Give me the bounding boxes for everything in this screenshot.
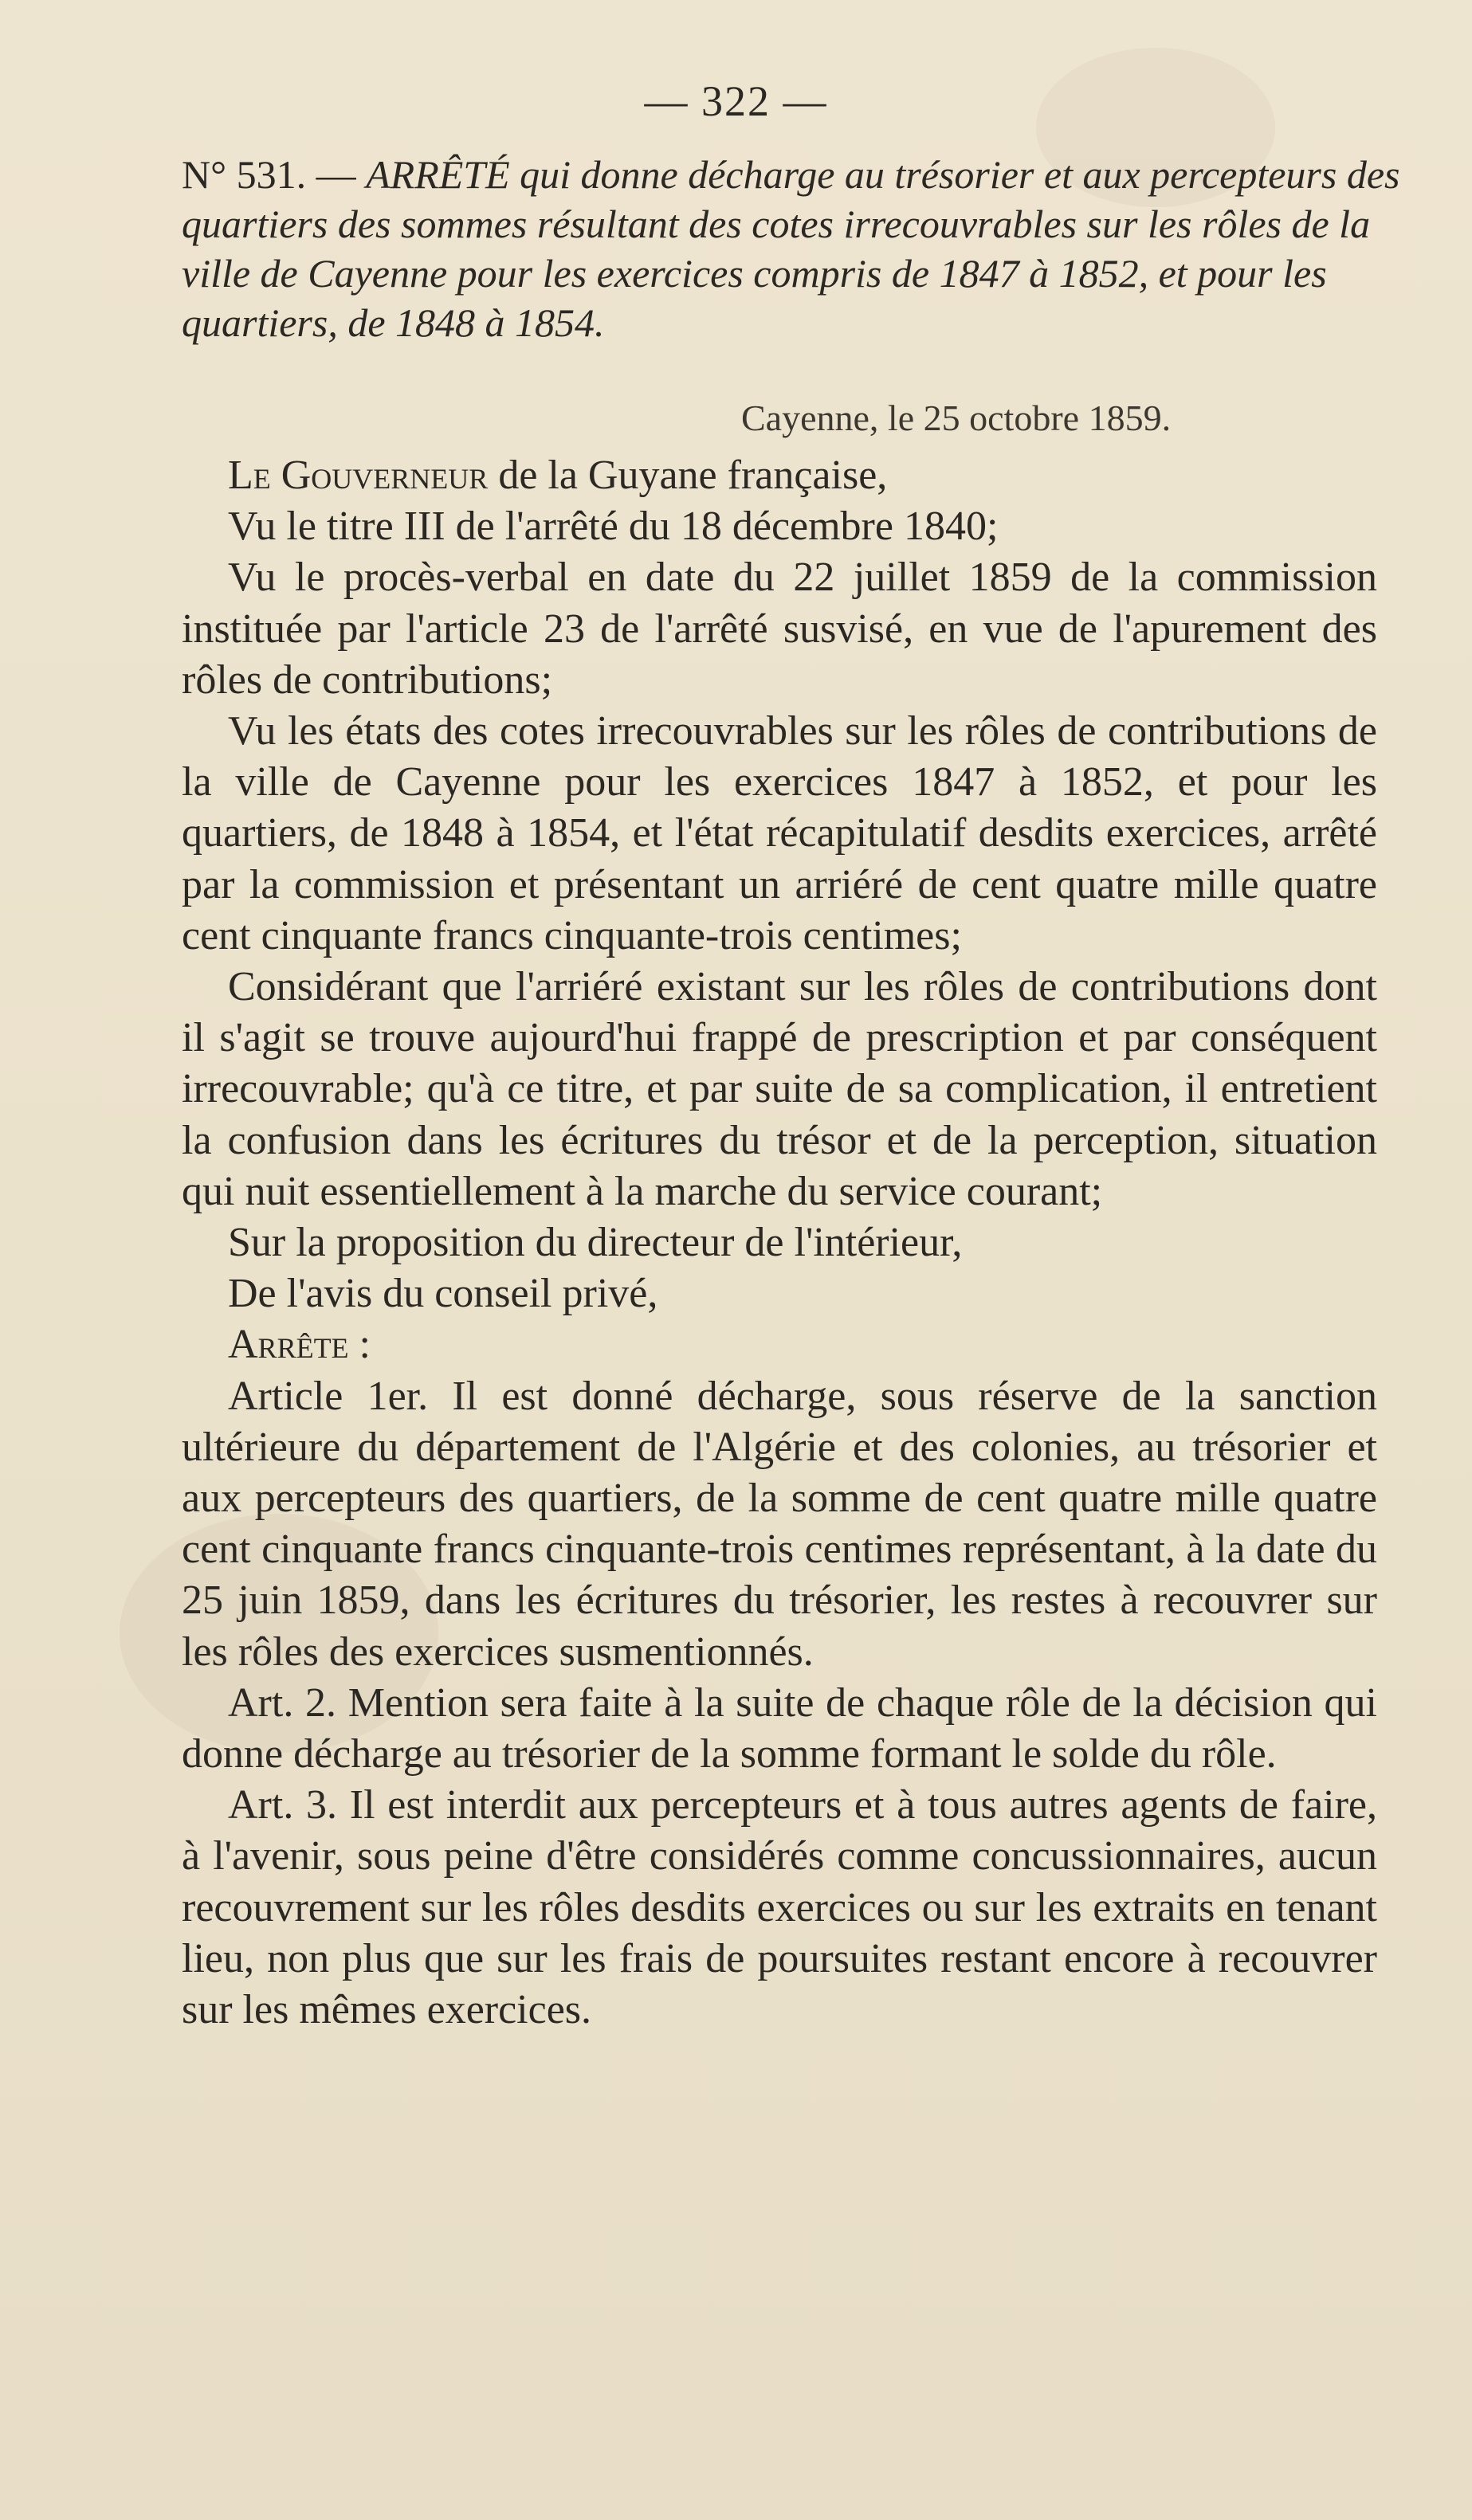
paragraph-arrete: Arrête : [228, 1322, 371, 1368]
paragraph-visa-3: Vu les états des cotes irrecouvrables sur les rôles de contributions de la ville de Cayenne pour les exercices 1847 à 1852, et pour les quartiers, de 1848 à 1854, et l'état récapitulatif desdits exercices, arrêté par la commission et présentant un arriéré de cent quatre mille quatre cent cinquante francs cinquante-trois centimes; [182, 708, 1377, 958]
place-date: Cayenne, le 25 octobre 1859. [741, 398, 1172, 438]
paragraph-visa-2: Vu le procès-verbal en date du 22 juillet 1859 de la commission instituée par l'article 23 de l'arrêté susvisé, en vue de l'apurement des rôles de contributions; [182, 555, 1377, 703]
article-1: Article 1er. Il est donné décharge, sous réserve de la sanction ultérieure du département de l'Algérie et des colonies, au trésorier et aux percepteurs des quartiers, de la somme de cent quatre mille quatre cent cinquante francs cinquante-trois centimes représentant, à la date du 25 juin 1859, dans les écritures du trésorier, les restes à recouvrer sur les rôles des exercices susmentionnés. [182, 1373, 1377, 1675]
article-3: Art. 3. Il est interdit aux percepteurs et à tous autres agents de faire, à l'avenir, sous peine d'être considérés comme concussionnaires, aucun recouvrement sur les rôles desdits exercices ou sur les extraits en tenant lieu, non plus que sur les frais de poursuites restant encore à recouvrer sur les mêmes exercices. [182, 1782, 1377, 2033]
decree-body [182, 450, 1377, 2036]
governor-title: Le Gouverneur [228, 453, 489, 498]
arrete-label: Arrête [228, 1322, 349, 1368]
paragraph-considerant: Considérant que l'arriéré existant sur les rôles de contributions dont il s'agit se trouve aujourd'hui frappé de prescription et par conséquent irrecouvrable; qu'à ce titre, et par suite de sa complication, il entretient la confusion dans les écritures du trésor et de la perception, situation qui nuit essentiellement à la marche du service courant; [182, 964, 1377, 1214]
paragraph-avis: De l'avis du conseil privé, [228, 1271, 658, 1317]
decree-number: N° 531. — [182, 152, 356, 197]
paragraph-preamble: Le Gouverneur de la Guyane française, [228, 453, 888, 498]
paragraph-proposition: Sur la proposition du directeur de l'intérieur, [228, 1220, 963, 1266]
page-number: — 322 — [644, 77, 828, 125]
decree-title: ARRÊTÉ qui donne décharge au trésorier et aux percepteurs des quartiers des sommes résultant des cotes irrecouvrables sur les rôles de la ville de Cayenne pour les exercices compris de 1847 à 1852, et pour les quartiers, de 1848 à 1854. [182, 152, 1400, 345]
article-2: Art. 2. Mention sera faite à la suite de chaque rôle de la décision qui donne décharge au trésorier de la somme formant le solde du rôle. [182, 1679, 1377, 1777]
paragraph-visa-1: Vu le titre III de l'arrêté du 18 décembre 1840; [228, 504, 999, 550]
decree-heading [182, 150, 1409, 347]
